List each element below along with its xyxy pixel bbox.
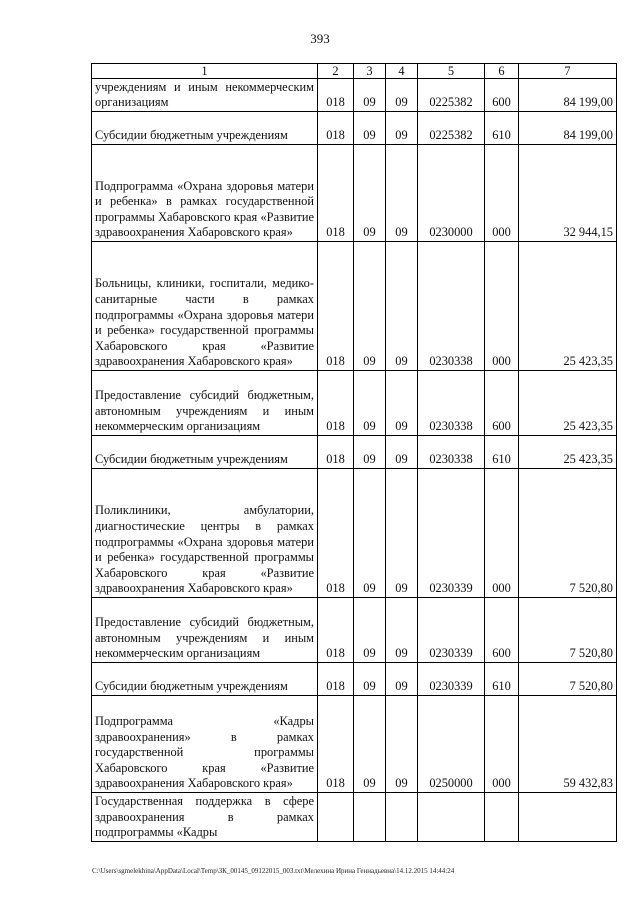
- row-target-code: 0230338: [418, 371, 485, 436]
- row-section-code: 09: [354, 469, 386, 598]
- row-expense-type-code: 000: [485, 242, 519, 371]
- row-target-code: 0225382: [418, 112, 485, 145]
- row-expense-type-code: 610: [485, 436, 519, 469]
- row-amount: 25 423,35: [519, 371, 617, 436]
- row-name: Субсидии бюджетным учреждениям: [92, 436, 318, 469]
- column-header: 6: [485, 64, 519, 79]
- row-section-code: 09: [354, 112, 386, 145]
- row-name: Предоставление субсидий бюджетным, автономным учреждениям и иным некоммерческим организациям: [92, 598, 318, 663]
- row-expense-type-code: 000: [485, 696, 519, 793]
- row-section-code: 09: [354, 145, 386, 242]
- file-path-footer: C:\Users\sgmelekhina\AppData\Local\Temp\ЗК_00145_09122015_003.txt\Мелехина Ирина Геннадьевна\14.12.2015 14:44:24: [92, 867, 455, 875]
- table-row: [92, 598, 617, 663]
- row-ved-code: 018: [318, 242, 354, 371]
- row-ved-code: 018: [318, 112, 354, 145]
- row-ved-code: 018: [318, 598, 354, 663]
- row-subsection-code: 09: [386, 79, 418, 112]
- row-amount: 84 199,00: [519, 79, 617, 112]
- row-target-code: 0230339: [418, 469, 485, 598]
- row-target-code: 0225382: [418, 79, 485, 112]
- table-row: [92, 145, 617, 242]
- row-subsection-code: 09: [386, 696, 418, 793]
- row-expense-type-code: 000: [485, 145, 519, 242]
- row-amount: 7 520,80: [519, 598, 617, 663]
- column-header: 5: [418, 64, 485, 79]
- row-subsection-code: 09: [386, 469, 418, 598]
- row-target-code: 0230339: [418, 598, 485, 663]
- row-target-code: 0250000: [418, 696, 485, 793]
- row-section-code: [354, 793, 386, 842]
- row-amount: [519, 793, 617, 842]
- row-subsection-code: 09: [386, 663, 418, 696]
- row-expense-type-code: 600: [485, 598, 519, 663]
- table-row: [92, 112, 617, 145]
- row-amount: 84 199,00: [519, 112, 617, 145]
- row-name: Поликлиники, амбулатории, диагностические центры в рамках подпрограммы «Охрана здоровья матери и ребенка» государственной программы Хабаровского края «Развитие здравоохранения Хабаровского края»: [92, 469, 318, 598]
- column-header: 1: [92, 64, 318, 79]
- row-target-code: 0230339: [418, 663, 485, 696]
- row-section-code: 09: [354, 598, 386, 663]
- row-expense-type-code: 610: [485, 112, 519, 145]
- table-row: [92, 696, 617, 793]
- row-ved-code: [318, 793, 354, 842]
- row-target-code: 0230000: [418, 145, 485, 242]
- row-ved-code: 018: [318, 436, 354, 469]
- row-subsection-code: 09: [386, 436, 418, 469]
- row-target-code: [418, 793, 485, 842]
- row-name: Предоставление субсидий бюджетным, автономным учреждениям и иным некоммерческим организациям: [92, 371, 318, 436]
- row-section-code: 09: [354, 663, 386, 696]
- row-ved-code: 018: [318, 696, 354, 793]
- row-ved-code: 018: [318, 145, 354, 242]
- row-subsection-code: 09: [386, 371, 418, 436]
- row-ved-code: 018: [318, 663, 354, 696]
- row-amount: 7 520,80: [519, 663, 617, 696]
- row-amount: 25 423,35: [519, 242, 617, 371]
- row-section-code: 09: [354, 371, 386, 436]
- row-amount: 59 432,83: [519, 696, 617, 793]
- table-row: [92, 793, 617, 842]
- column-header: 7: [519, 64, 617, 79]
- row-section-code: 09: [354, 79, 386, 112]
- row-target-code: 0230338: [418, 436, 485, 469]
- row-name: Подпрограмма «Охрана здоровья матери и ребенка» в рамках государственной программы Хабаровского края «Развитие здравоохранения Хабаровского края»: [92, 145, 318, 242]
- row-amount: 7 520,80: [519, 469, 617, 598]
- row-name: Субсидии бюджетным учреждениям: [92, 663, 318, 696]
- row-name: Подпрограмма «Кадры здравоохранения» в рамках государственной программы Хабаровского края «Развитие здравоохранения Хабаровского края»: [92, 696, 318, 793]
- row-ved-code: 018: [318, 469, 354, 598]
- row-name: учреждениям и иным некоммерческим организациям: [92, 79, 318, 112]
- page-number: 393: [310, 31, 330, 46]
- row-subsection-code: 09: [386, 598, 418, 663]
- column-header: 2: [318, 64, 354, 79]
- row-amount: 25 423,35: [519, 436, 617, 469]
- table-row: [92, 242, 617, 371]
- row-amount: 32 944,15: [519, 145, 617, 242]
- row-subsection-code: [386, 793, 418, 842]
- budget-table: [91, 63, 617, 842]
- row-expense-type-code: 000: [485, 469, 519, 598]
- row-subsection-code: 09: [386, 145, 418, 242]
- row-name: Больницы, клиники, госпитали, медико-санитарные части в рамках подпрограммы «Охрана здоровья матери и ребенка» государственной программы Хабаровского края «Развитие здравоохранения Хабаровского края»: [92, 242, 318, 371]
- row-subsection-code: 09: [386, 242, 418, 371]
- row-name: Государственная поддержка в сфере здравоохранения в рамках подпрограммы «Кадры: [92, 793, 318, 842]
- row-expense-type-code: 600: [485, 79, 519, 112]
- column-header: 3: [354, 64, 386, 79]
- row-name: Субсидии бюджетным учреждениям: [92, 112, 318, 145]
- row-ved-code: 018: [318, 371, 354, 436]
- row-subsection-code: 09: [386, 112, 418, 145]
- row-expense-type-code: [485, 793, 519, 842]
- table-row: [92, 663, 617, 696]
- row-section-code: 09: [354, 436, 386, 469]
- row-expense-type-code: 610: [485, 663, 519, 696]
- row-section-code: 09: [354, 696, 386, 793]
- column-header: 4: [386, 64, 418, 79]
- row-section-code: 09: [354, 242, 386, 371]
- row-ved-code: 018: [318, 79, 354, 112]
- row-target-code: 0230338: [418, 242, 485, 371]
- table-row: [92, 79, 617, 112]
- table-header-row: [92, 64, 617, 79]
- table-row: [92, 436, 617, 469]
- table-row: [92, 469, 617, 598]
- row-expense-type-code: 600: [485, 371, 519, 436]
- table-row: [92, 371, 617, 436]
